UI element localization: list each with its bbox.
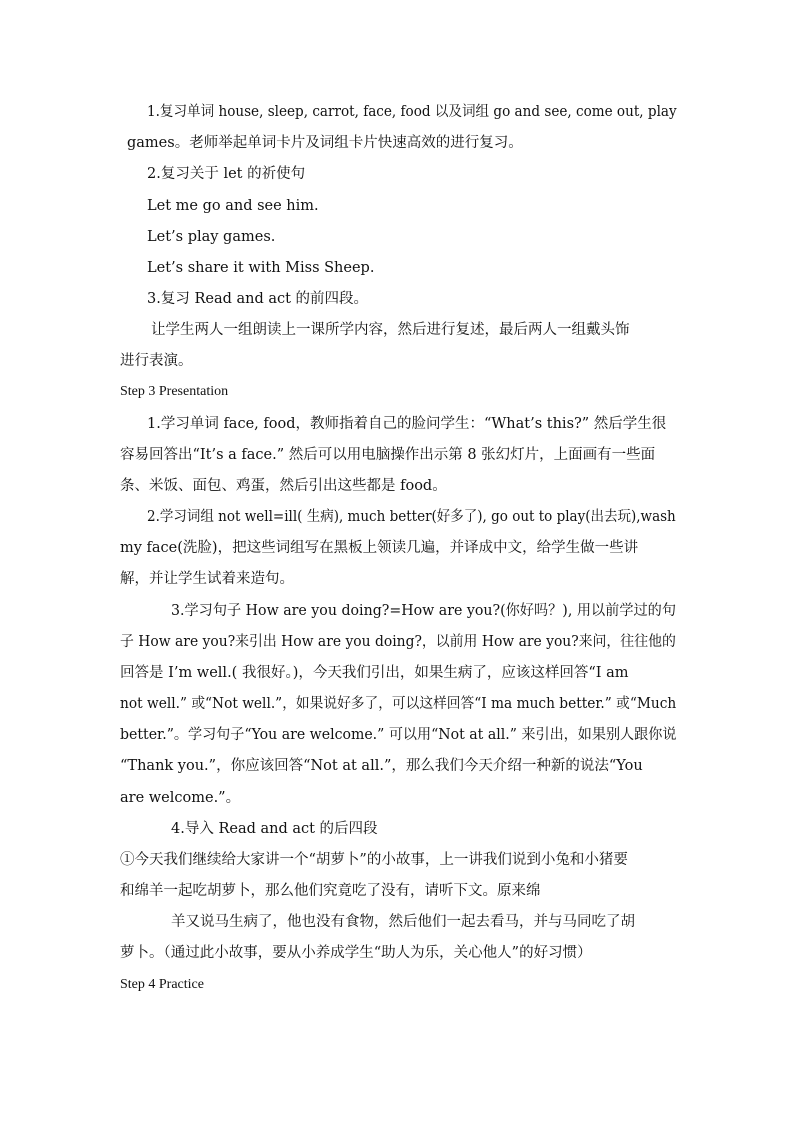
review-words-line: 1.复习单词 house, sleep, carrot, face, food 以及词组 go and see, come out, play xyxy=(147,104,677,120)
example-sentence-1: Let me go and see him. xyxy=(147,198,319,214)
learn-phrases-line: 2.学习词组 not well=ill( 生病), much better(好多了), go out to play(出去玩),wash xyxy=(147,509,676,525)
learn-words-line: 1.学习单词 face, food，教师指着自己的脸问学生：“What’s this?” 然后学生很 xyxy=(147,416,667,432)
story-line-2: 和绵羊一起吃胡萝卜，那么他们究竟吃了没有，请听下文。原来绵 xyxy=(120,883,541,899)
review-read-act-line: 3.复习 Read and act 的前四段。 xyxy=(147,291,369,307)
intro-read-act-line: 4.导入 Read and act 的后四段 xyxy=(171,821,378,837)
learn-sentences-line-2: 子 How are you?来引出 How are you doing?，以前用 How are you?来问，往往他的 xyxy=(120,634,676,650)
learn-sentences-line-7: are welcome.”。 xyxy=(120,790,241,806)
step-4-heading: Step 4 Practice xyxy=(120,977,204,992)
learn-phrases-line-2: my face(洗脸)，把这些词组写在黑板上领读几遍，并译成中文，给学生做一些讲 xyxy=(120,540,639,556)
learn-sentences-line-4: not well.” 或“Not well.”，如果说好多了，可以这样回答“I ma much better.” 或“Much xyxy=(120,696,677,712)
story-line-1: ①今天我们继续给大家讲一个“胡萝卜”的小故事，上一讲我们说到小兔和小猪要 xyxy=(120,852,628,868)
learn-sentences-line-6: “Thank you.”，你应该回答“Not at all.”，那么我们今天介绍一种新的说法“You xyxy=(120,758,643,774)
learn-sentences-line-3: 回答是 I’m well.( 我很好。)，今天我们引出，如果生病了，应该这样回答“I am xyxy=(120,665,629,681)
pair-reading-line-cont: 进行表演。 xyxy=(120,353,193,369)
story-line-4: 萝卜。（通过此小故事，要从小养成学生“助人为乐，关心他人”的好习惯） xyxy=(120,945,592,961)
learn-phrases-line-3: 解，并让学生试着来造句。 xyxy=(120,571,294,587)
learn-sentences-line-5: better.”。学习句子“You are welcome.” 可以用“Not at all.” 来引出，如果别人跟你说 xyxy=(120,727,677,743)
review-words-line-cont: games。老师举起单词卡片及词组卡片快速高效的进行复习。 xyxy=(127,135,523,151)
learn-sentences-line: 3.学习句子 How are you doing?=How are you?(你好吗？), 用以前学过的句 xyxy=(171,603,677,619)
story-line-3: 羊又说马生病了，他也没有食物，然后他们一起去看马，并与马同吃了胡 xyxy=(171,914,635,930)
example-sentence-3: Let’s share it with Miss Sheep. xyxy=(147,260,375,276)
pair-reading-line: 让学生两人一组朗读上一课所学内容，然后进行复述，最后两人一组戴头饰 xyxy=(151,322,630,338)
example-sentence-2: Let’s play games. xyxy=(147,229,276,245)
step-3-heading: Step 3 Presentation xyxy=(120,384,229,399)
review-let-heading: 2.复习关于 let 的祈使句 xyxy=(147,166,306,182)
learn-words-line-3: 条、米饭、面包、鸡蛋，然后引出这些都是 food。 xyxy=(120,478,447,494)
learn-words-line-2: 容易回答出“It’s a face.” 然后可以用电脑操作出示第 8 张幻灯片，上面画有一些面 xyxy=(120,447,656,463)
